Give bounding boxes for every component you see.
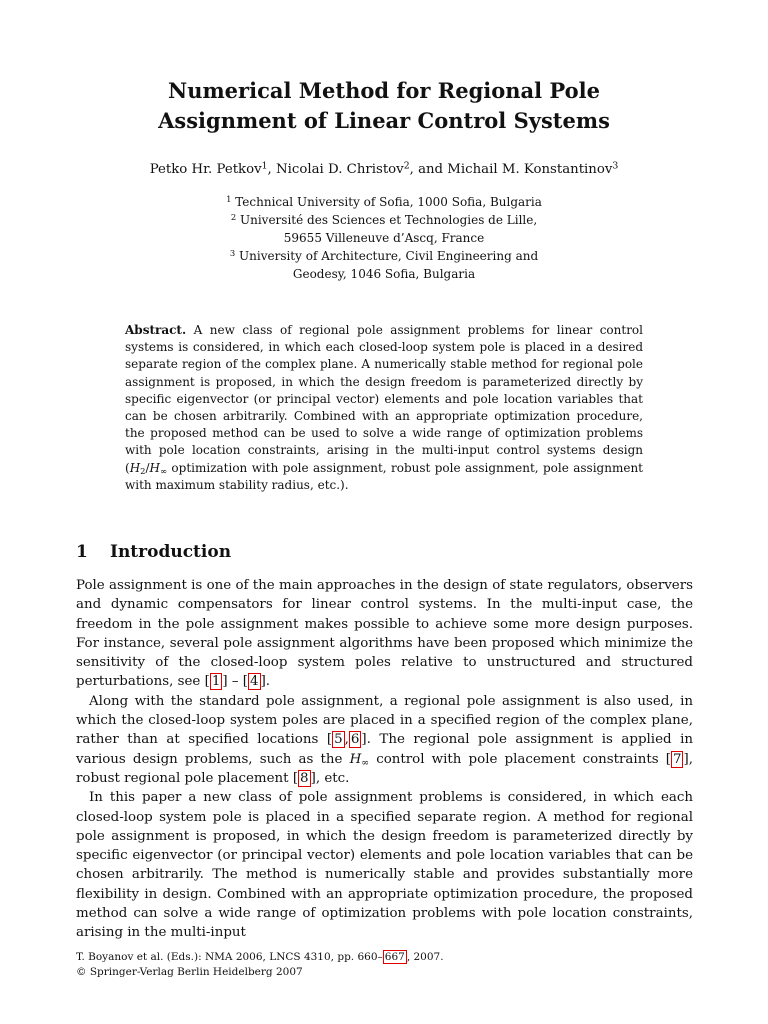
- math-hinf: H: [149, 460, 161, 475]
- abstract: [125, 322, 643, 494]
- affiliation-list: [0, 193, 768, 283]
- affiliation-text: Technical University of Sofia, 1000 Sofia, Bulgaria: [235, 195, 542, 209]
- math-h2: H: [129, 460, 141, 475]
- abstract-text: A new class of regional pole assignment problems for linear control systems is considered, in which each closed-loop system pole is placed in a desired separate region of the complex plane. A numerically stable method for regional pole assignment is proposed, in which the design freedom is parameterized directly by specific eigenvector (or principal vector) elements and pole location variables that can be chosen arbitrarily. Combined with an appropriate optimization procedure, the proposed method can be used to solve a wide range of optimization problems with pole location constraints, arising in the multi-input control systems design (: [125, 323, 643, 475]
- math-slash: /: [145, 460, 150, 475]
- affiliation-2: [0, 211, 768, 229]
- affiliation-mark: 1: [226, 193, 232, 204]
- author-2: Nicolai D. Christov: [276, 162, 404, 177]
- title-line-2: Assignment of Linear Control Systems: [158, 108, 610, 133]
- paragraph-3: In this paper a new class of pole assignment problems is considered, in which each closed-loop system pole is placed in a specified separate region. A method for regional pole assignment is proposed, in which the design freedom is parameterized directly by specific eigenvector (or principal vector) elements and pole location variables that can be chosen arbitrarily. The method is numerically stable and provides substantially more flexibility in design. Combined with an appropriate optimization procedure, the proposed method can solve a wide range of optimization problems with pole location constraints, arising in the multi-input: [76, 790, 693, 941]
- citation-link[interactable]: 1: [211, 674, 221, 690]
- math-subscript: ∞: [361, 757, 370, 769]
- author-separator: ,: [267, 162, 277, 177]
- author-list: [0, 160, 768, 180]
- abstract-text-end: optimization with pole assignment, robust pole assignment, pole assignment with maximum stability radius, etc.).: [125, 460, 643, 492]
- author-separator: , and: [409, 162, 448, 177]
- affiliation-mark: 3: [229, 247, 236, 258]
- citation-link[interactable]: 7: [672, 751, 682, 767]
- title-line-1: Numerical Method for Regional Pole: [168, 78, 600, 103]
- affiliation-mark: 2: [230, 211, 237, 222]
- citation-link[interactable]: 6: [350, 732, 360, 748]
- citation-link[interactable]: 8: [300, 770, 309, 786]
- author-3: Michail M. Konstantinov: [447, 162, 613, 177]
- footer-line-1: T. Boyanov et al. (Eds.): NMA 2006, LNCS 4310, pp. 660– 667 , 2007.: [76, 951, 444, 963]
- body-text: [76, 576, 693, 943]
- paragraph-2: Along with the standard pole assignment, a regional pole assignment is also used, in which the closed-loop system poles are placed in a specified region of the complex plane, rather than at specified locations [ 5 , 6 ]. The regional pole assignment is applied in various design problems, such as the $H_\infty$ control with pole placement constraints [ 7 ], robust regional pole placement [ 8 ], etc.: [76, 693, 693, 786]
- affiliation-2-continued: 59655 Villeneuve d’Ascq, France: [283, 231, 485, 245]
- copyright-line: © Springer-Verlag Berlin Heidelberg 2007: [76, 966, 303, 978]
- page-range-link[interactable]: 667: [384, 951, 405, 963]
- affiliation-1: [0, 193, 768, 211]
- section-number: 1: [76, 542, 88, 562]
- author-2-affil-mark: 2: [403, 160, 410, 172]
- citation-link[interactable]: 4: [250, 674, 259, 690]
- section-heading: [76, 540, 231, 564]
- math-hinf: H: [349, 751, 362, 767]
- affiliation-text: University of Architecture, Civil Engineering and: [239, 249, 539, 263]
- author-3-affil-mark: 3: [612, 160, 619, 172]
- citation-link[interactable]: 5: [334, 732, 343, 748]
- section-title: Introduction: [110, 542, 232, 562]
- affiliation-3: [0, 247, 768, 265]
- author-1: Petko Hr. Petkov: [149, 162, 262, 177]
- abstract-label: Abstract.: [125, 323, 187, 337]
- affiliation-3-continued: Geodesy, 1046 Sofia, Bulgaria: [292, 267, 476, 281]
- paper-title: [0, 76, 768, 136]
- math-subscript: ∞: [160, 465, 167, 476]
- author-1-affil-mark: 1: [261, 160, 268, 172]
- math-subscript: 2: [140, 465, 146, 476]
- footer-citation: [76, 950, 693, 980]
- paragraph-1: Pole assignment is one of the main approaches in the design of state regulators, observers and dynamic compensators for linear control systems. In the multi-input case, the freedom in the pole assignment makes possible to achieve some more design purposes. For instance, several pole assignment algorithms have been proposed which minimize the sensitivity of the closed-loop system poles relative to unstructured and structured perturbations, see [ 1 ] – [ 4 ].: [76, 578, 693, 690]
- affiliation-text: Université des Sciences et Technologies de Lille,: [240, 213, 538, 227]
